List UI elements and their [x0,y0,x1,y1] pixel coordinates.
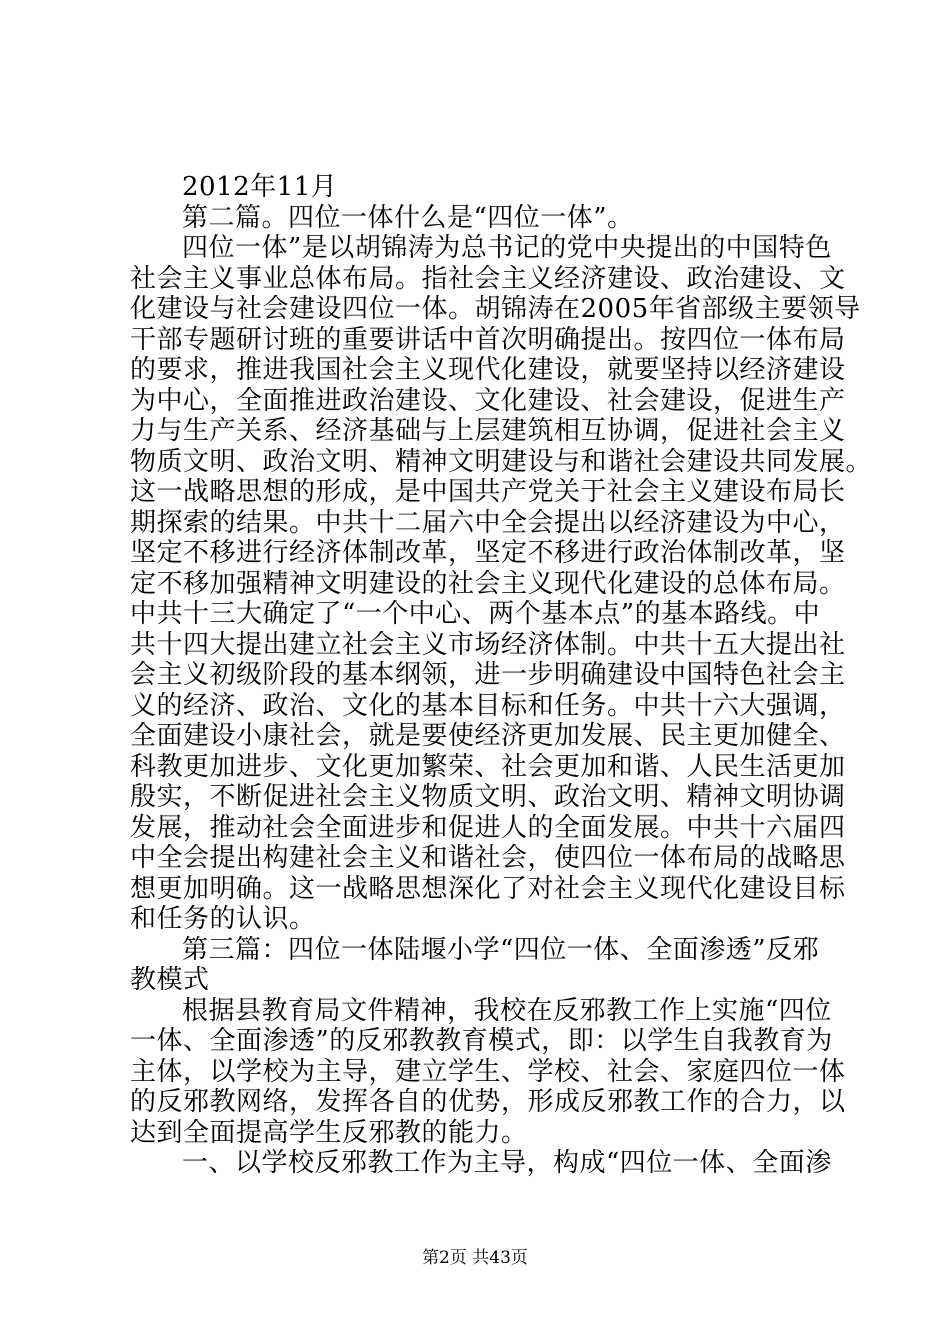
text-line: 坚定不移进行经济体制改革，坚定不移进行政治体制改革，坚 [130,538,846,568]
text-line: 的要求，推进我国社会主义现代化建设，就要坚持以经济建设 [130,355,846,385]
text-line: 殷实，不断促进社会主义物质文明、政治文明、精神文明协调 [130,782,846,812]
text-line: 为中心，全面推进政治建设、文化建设、社会建设，促进生产 [130,385,846,416]
text-line: 定不移加强精神文明建设的社会主义现代化建设的总体布局。 [130,568,846,599]
text-line: 力与生产关系、经济基础与上层建筑相互协调，促进社会主义 [130,416,846,446]
text-line: 共十四大提出建立社会主义市场经济体制。中共十五大提出社 [130,629,846,660]
text-line: 全面建设小康社会，就是要使经济更加发展、民主更加健全、 [130,721,846,751]
text-line: 化建设与社会建设四位一体。胡锦涛在2005年省部级主要领导 [130,294,861,324]
text-line: 四位一体”是以胡锦涛为总书记的党中央提出的中国特色 [182,233,832,263]
page-footer: 第2页 共43页 [422,1248,528,1268]
text-line: 社会主义事业总体布局。指社会主义经济建设、政治建设、文 [130,263,846,294]
text-line: 想更加明确。这一战略思想深化了对社会主义现代化建设目标 [130,873,846,904]
text-line: 义的经济、政治、文化的基本目标和任务。中共十六大强调， [130,690,846,721]
text-line: 教模式 [130,965,210,995]
text-line: 中全会提出构建社会主义和谐社会，使四位一体布局的战略思 [130,843,846,873]
text-line: 中共十三大确定了“一个中心、两个基本点”的基本路线。中 [130,599,821,629]
text-line: 根据县教育局文件精神，我校在反邪教工作上实施“四位 [182,995,832,1026]
text-line: 主体，以学校为主导，建立学生、学校、社会、家庭四位一体 [130,1056,846,1087]
text-line: 期探索的结果。中共十二届六中全会提出以经济建设为中心， [130,507,846,538]
text-line: 2012年11月 [182,172,338,202]
text-line: 科教更加进步、文化更加繁荣、社会更加和谐、人民生活更加 [130,751,846,782]
text-line: 一、以学校反邪教工作为主导，构成“四位一体、全面渗 [182,1148,832,1178]
text-line: 这一战略思想的形成，是中国共产党关于社会主义建设布局长 [130,477,846,507]
text-line: 发展，推动社会全面进步和促进人的全面发展。中共十六届四 [130,812,846,843]
text-line: 物质文明、政治文明、精神文明建设与和谐社会建设共同发展。 [130,446,873,477]
text-line: 的反邪教网络，发挥各自的优势，形成反邪教工作的合力，以 [130,1087,846,1117]
text-line: 第二篇。四位一体什么是“四位一体”。 [182,202,634,233]
text-line: 第三篇：四位一体陆堰小学“四位一体、全面渗透”反邪 [182,934,820,965]
text-line: 达到全面提高学生反邪教的能力。 [130,1117,528,1148]
text-line: 一体、全面渗透”的反邪教教育模式，即：以学生自我教育为 [130,1026,833,1056]
text-line: 干部专题研讨班的重要讲话中首次明确提出。按四位一体布局 [130,324,846,355]
text-line: 会主义初级阶段的基本纲领，进一步明确建设中国特色社会主 [130,660,846,690]
document-body [130,172,873,1179]
text-line: 和任务的认识。 [130,904,316,934]
